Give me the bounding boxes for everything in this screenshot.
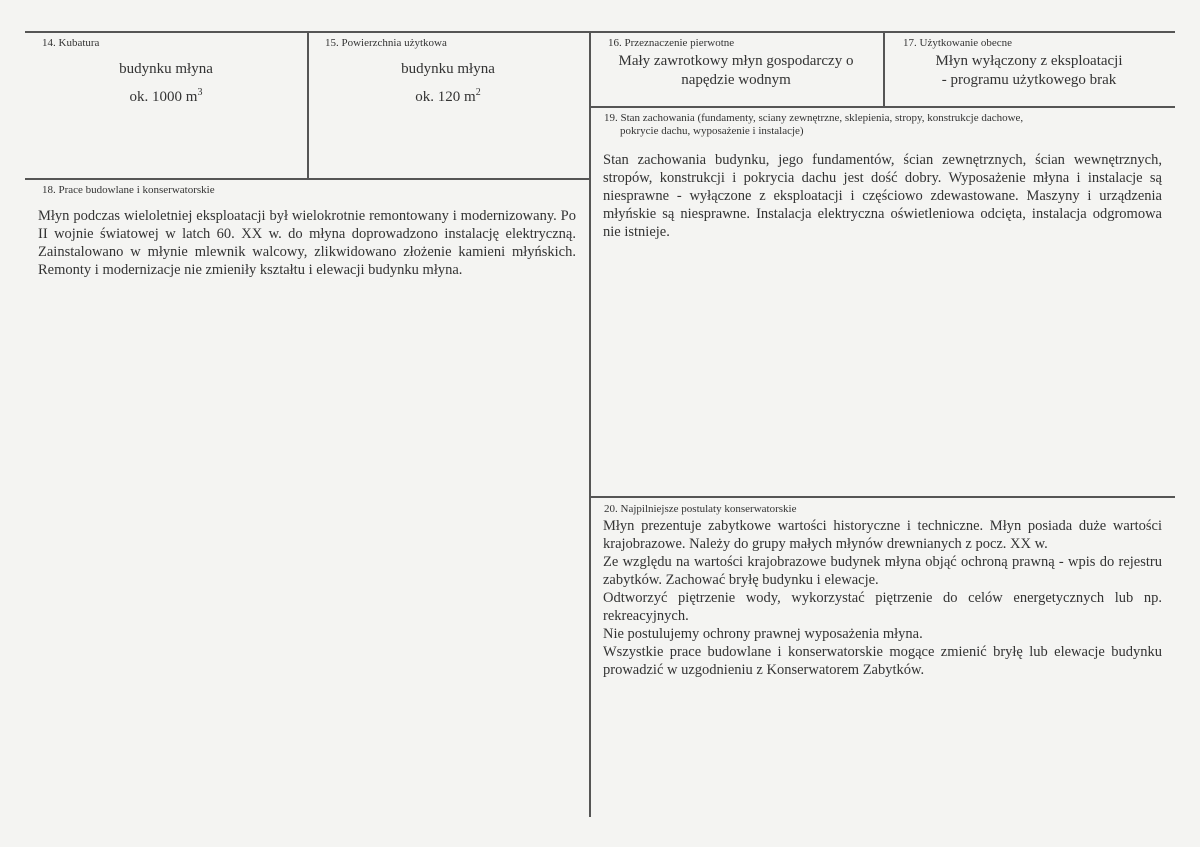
field-17-line1: Młyn wyłączony z eksploatacji <box>935 53 1123 69</box>
field-15-label: 15. Powierzchnia użytkowa <box>325 37 447 49</box>
top-border <box>25 31 1175 33</box>
field-15-value <box>307 60 589 107</box>
field-16-line2: napędzie wodnym <box>681 72 791 88</box>
field-16-label: 16. Przeznaczenie pierwotne <box>608 37 735 49</box>
field-20-paragraph: Ze względu na wartości krajobrazowe budynek młyna objąć ochroną prawną - wpis do rejestru zabytków. Zachować bryłę budynku i elewacje. <box>603 554 1162 588</box>
field-20-paragraph: Młyn prezentuje zabytkowe wartości historyczne i techniczne. Młyn posiada duże wartości krajobrazowe. Należy do grupy małych młynów drewnianych z pocz. XX w. <box>603 518 1162 552</box>
row-divider-14-18 <box>25 178 590 180</box>
field-19-label-line1: 19. Stan zachowania (fundamenty, sciany zewnętrzne, sklepienia, stropy, konstrukcje dachowe, <box>604 112 1024 124</box>
field-19-label-line2: pokrycie dachu, wyposażenie i instalacje) <box>620 125 804 137</box>
field-17-value <box>883 52 1175 90</box>
field-18-label: 18. Prace budowlane i konserwatorskie <box>42 184 215 196</box>
field-14-line1: budynku młyna <box>119 61 213 77</box>
field-14-value <box>25 60 307 107</box>
field-17-label: 17. Użytkowanie obecne <box>903 37 1013 49</box>
field-16-value <box>589 52 883 90</box>
field-16-line1: Mały zawrotkowy młyn gospodarczy o <box>618 53 854 69</box>
field-15-line1: budynku młyna <box>401 61 495 77</box>
field-14-label: 14. Kubatura <box>42 37 100 49</box>
field-18-text: Młyn podczas wieloletniej eksploatacji był wielokrotnie remontowany i modernizowany. Po II wojnie światowej w latch 60. XX w. do młyna doprowadzono instalację elektryczną. Zainstalowano w młynie mlewnik walcowy, zlikwidowano złożenie kamieni młyńskich. Remonty i modernizacje nie zmieniły kształtu i elewacji budynku młyna. <box>38 208 576 278</box>
row-divider-16-19 <box>589 106 1175 108</box>
field-20-paragraph: Odtworzyć piętrzenie wody, wykorzystać piętrzenie do celów energetycznych lub np. rekreacyjnych. <box>603 590 1162 624</box>
field-19-label <box>604 112 1164 138</box>
field-15-line2: ok. 120 $m^2$ <box>415 87 481 105</box>
row-divider-19-20 <box>589 496 1175 498</box>
divider-left-right <box>589 31 591 817</box>
field-14-line2: ok. 1000 $m^3$ <box>129 87 203 105</box>
field-20-paragraph: Nie postulujemy ochrony prawnej wyposażenia młyna. <box>603 626 923 642</box>
field-20-label: 20. Najpilniejsze postulaty konserwatorskie <box>604 503 797 515</box>
field-20-paragraph: Wszystkie prace budowlane i konserwatorskie mogące zmienić bryłę lub elewacje budynku prowadzić w uzgodnieniu z Konserwatorem Zabytków. <box>603 644 1162 678</box>
field-20-text <box>603 517 1162 679</box>
field-17-line2: - programu użytkowego brak <box>941 72 1117 88</box>
field-19-text: Stan zachowania budynku, jego fundamentów, ścian zewnętrznych, ścian wewnętrznych, stropów, konstrukcji i pokrycia dachu jest dość dobry. Wyposażenie młyna i instalacje są niesprawne - wyłączone z eksploatacji i częściowo zdewastowane. Maszyny i urządzenia młyńskie są niesprawne. Instalacja elektryczna oświetleniowa odcięta, instalacja odgromowa nie istnieje. <box>603 152 1162 240</box>
